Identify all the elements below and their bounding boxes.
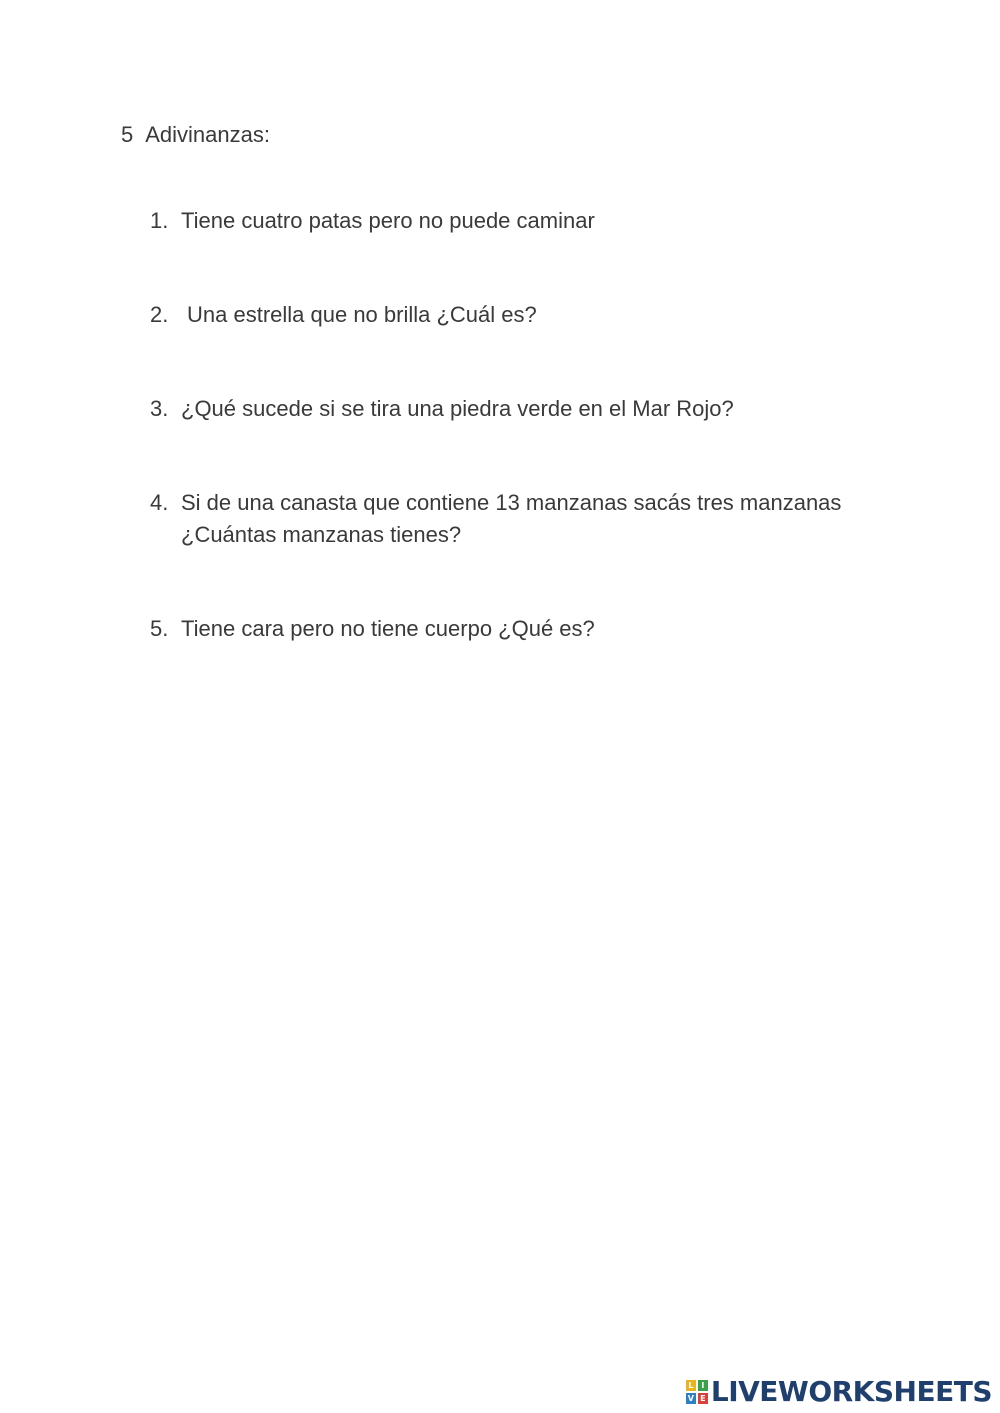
list-item	[150, 393, 870, 425]
riddle-text: ¿Qué sucede si se tira una piedra verde en el Mar Rojo?	[181, 396, 734, 421]
list-item	[150, 205, 870, 237]
logo-mark-letter: V	[687, 1394, 694, 1403]
riddle-text: Tiene cara pero no tiene cuerpo ¿Qué es?	[181, 616, 595, 641]
liveworksheets-logo-icon	[686, 1380, 708, 1404]
riddle-text: Tiene cuatro patas pero no puede caminar	[181, 208, 595, 233]
list-marker: 4.	[150, 490, 169, 515]
logo-mark-letter: L	[686, 1380, 696, 1391]
page-heading	[121, 121, 270, 149]
heading-number: 5	[121, 122, 134, 147]
list-item	[150, 487, 870, 551]
list-marker: 1.	[150, 208, 169, 233]
list-marker: 3.	[150, 396, 169, 421]
list-marker: 5.	[150, 616, 169, 641]
list-item	[150, 299, 870, 331]
list-marker: 2.	[150, 302, 169, 327]
logo-text: LIVEWORKSHEETS	[710, 1375, 992, 1408]
riddle-text: Si de una canasta que contiene 13 manzanas sacás tres manzanas ¿Cuántas manzanas tienes?	[181, 490, 842, 547]
logo-mark-letter: I	[698, 1380, 708, 1391]
heading-title: Adivinanzas:	[145, 122, 270, 147]
logo-mark-letter: E	[698, 1393, 708, 1404]
riddle-text: Una estrella que no brilla ¿Cuál es?	[187, 302, 537, 327]
liveworksheets-logo	[686, 1377, 992, 1407]
list-item	[150, 613, 870, 645]
